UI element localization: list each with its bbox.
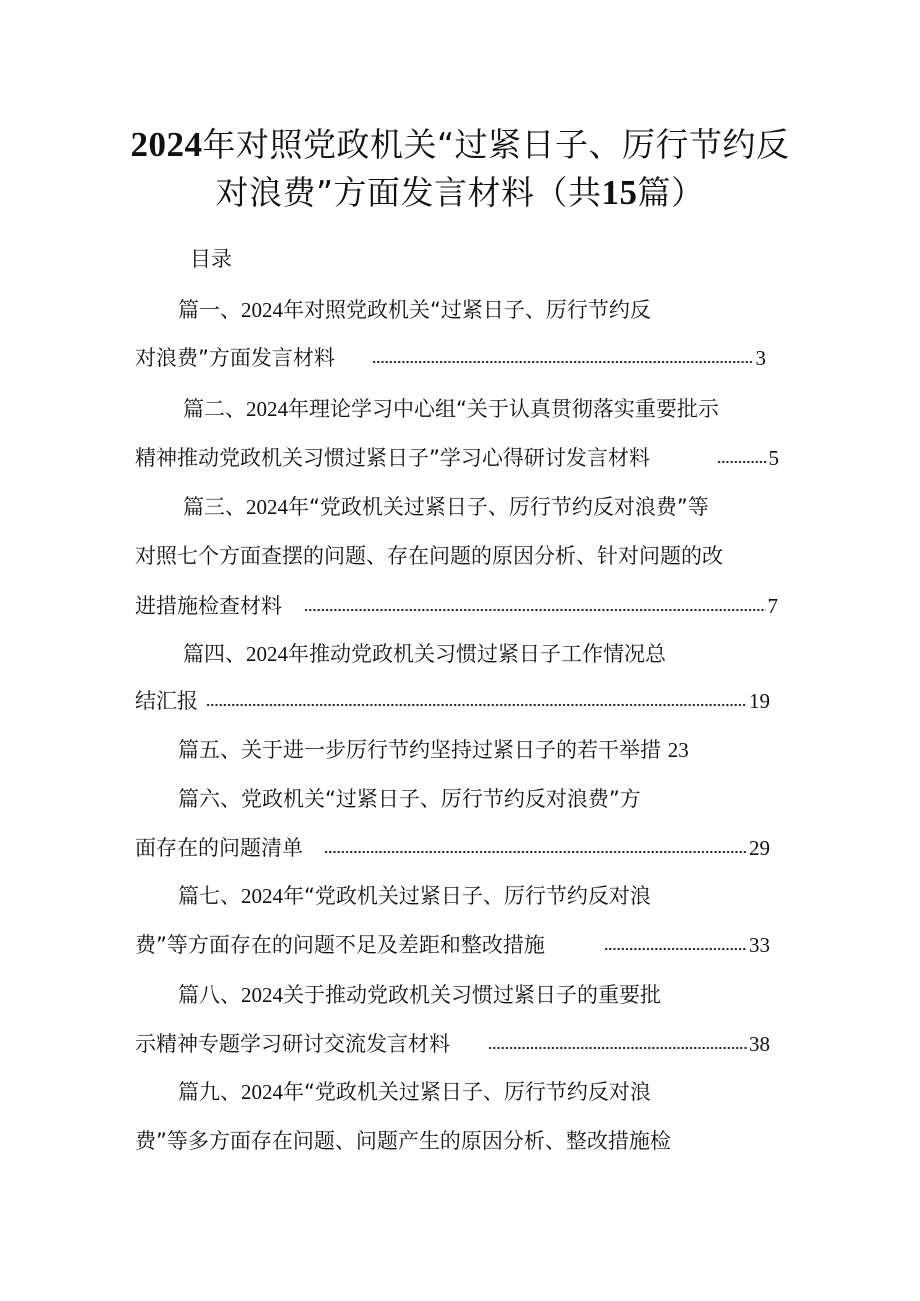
toc-entry-label: 篇四、: [183, 642, 246, 666]
dot-leader: [604, 945, 747, 953]
toc-entry-text: 年理论学习中心组“关于认真贯彻落实重要批示: [288, 397, 719, 421]
toc-entry-3-page[interactable]: 7: [767, 594, 778, 618]
toc-entry-2-cont[interactable]: [135, 443, 650, 473]
toc-entry-7-cont[interactable]: [135, 930, 545, 960]
toc-entry-6-cont[interactable]: [135, 833, 303, 863]
toc-entry-text: 费”等方面存在的问题不足及差距和整改措施: [135, 933, 545, 957]
dot-leader: [717, 458, 767, 466]
toc-entry-7-page[interactable]: 33: [749, 933, 770, 957]
toc-entry-3-title[interactable]: [183, 492, 709, 522]
toc-entry-text: 年“党政机关过紧日子、厉行节约反对浪: [283, 884, 651, 908]
toc-entry-4-page[interactable]: 19: [749, 689, 770, 713]
toc-entry-text: 篇六、党政机关“过紧日子、厉行节约反对浪费”方: [178, 787, 641, 811]
title-text-2b: 篇）: [637, 173, 705, 212]
toc-entry-9-line-2[interactable]: [135, 1126, 671, 1156]
dot-leader: [206, 701, 747, 709]
toc-entry-year: 2024: [246, 495, 288, 519]
toc-entry-text: 进措施检查材料: [135, 594, 282, 618]
toc-entry-text: 篇五、关于进一步厉行节约坚持过紧日子的若干举措: [178, 738, 661, 762]
title-year: 2024: [130, 125, 203, 164]
toc-entry-2-page[interactable]: 5: [768, 446, 779, 470]
toc-entry-3-cont[interactable]: [135, 591, 282, 621]
toc-entry-5-title[interactable]: [178, 735, 689, 765]
toc-entry-text: 年对照党政机关“过紧日子、厉行节约反: [283, 298, 651, 322]
toc-entry-text: 费”等多方面存在问题、问题产生的原因分析、整改措施检: [135, 1129, 671, 1153]
title-count: 15: [601, 173, 638, 212]
toc-entry-year: 2024: [241, 298, 283, 322]
title-text-2a: 对浪费”方面发言材料（共: [215, 173, 602, 212]
toc-entry-2-title[interactable]: [183, 394, 719, 424]
dot-leader: [488, 1044, 747, 1052]
toc-entry-label: 篇三、: [183, 495, 246, 519]
toc-entry-7-title[interactable]: [178, 881, 651, 911]
toc-entry-label: 篇九、: [178, 1080, 241, 1104]
toc-entry-1-leader: [368, 343, 766, 373]
toc-entry-1-page[interactable]: 3: [755, 346, 766, 370]
toc-entry-3-leader: [300, 591, 778, 621]
toc-entry-9-title[interactable]: [178, 1077, 651, 1107]
dot-leader: [304, 606, 766, 614]
toc-entry-8-cont[interactable]: [135, 1029, 450, 1059]
toc-entry-year: 2024: [241, 983, 283, 1007]
dot-leader: [324, 848, 747, 856]
toc-entry-text: 精神推动党政机关习惯过紧日子”学习心得研讨发言材料: [135, 446, 650, 470]
toc-entry-label: 篇二、: [183, 397, 246, 421]
dot-leader: [372, 358, 754, 366]
toc-entry-text: 年推动党政机关习惯过紧日子工作情况总: [288, 642, 666, 666]
toc-entry-text: 面存在的问题清单: [135, 836, 303, 860]
toc-entry-year: 2024: [241, 884, 283, 908]
toc-entry-4-cont[interactable]: [135, 686, 198, 716]
toc-entry-3-line-2[interactable]: [135, 541, 723, 571]
toc-entry-4-leader: [202, 686, 770, 716]
toc-entry-text: 结汇报: [135, 689, 198, 713]
toc-entry-text: 年“党政机关过紧日子、厉行节约反对浪费”等: [288, 495, 709, 519]
document-title-line-1: [0, 118, 920, 172]
toc-entry-4-title[interactable]: [183, 639, 666, 669]
toc-entry-5-page[interactable]: 23: [667, 738, 689, 762]
toc-entry-text: 年“党政机关过紧日子、厉行节约反对浪: [283, 1080, 651, 1104]
toc-entry-text: 关于推动党政机关习惯过紧日子的重要批: [283, 983, 661, 1007]
toc-entry-8-leader: [484, 1029, 770, 1059]
toc-entry-year: 2024: [246, 642, 288, 666]
toc-entry-year: 2024: [246, 397, 288, 421]
toc-entry-year: 2024: [241, 1080, 283, 1104]
document-title-line-2: [0, 166, 920, 220]
toc-entry-1-title[interactable]: [178, 295, 651, 325]
toc-entry-text: 对照七个方面查摆的问题、存在问题的原因分析、针对问题的改: [135, 544, 723, 568]
title-text-1: 年对照党政机关“过紧日子、厉行节约反: [202, 125, 790, 164]
toc-entry-8-page[interactable]: 38: [749, 1032, 770, 1056]
toc-entry-label: 篇一、: [178, 298, 241, 322]
toc-entry-text: 示精神专题学习研讨交流发言材料: [135, 1032, 450, 1056]
toc-entry-2-leader: [713, 443, 779, 473]
toc-entry-6-leader: [320, 833, 770, 863]
toc-entry-6-page[interactable]: 29: [749, 836, 770, 860]
toc-heading: 目录: [190, 247, 232, 271]
toc-entry-1-cont[interactable]: [135, 343, 335, 373]
toc-entry-label: 篇八、: [178, 983, 241, 1007]
toc-entry-6-title[interactable]: [178, 784, 641, 814]
toc-entry-text: 对浪费”方面发言材料: [135, 346, 335, 370]
toc-entry-7-leader: [600, 930, 770, 960]
toc-entry-8-title[interactable]: [178, 980, 661, 1010]
toc-entry-label: 篇七、: [178, 884, 241, 908]
